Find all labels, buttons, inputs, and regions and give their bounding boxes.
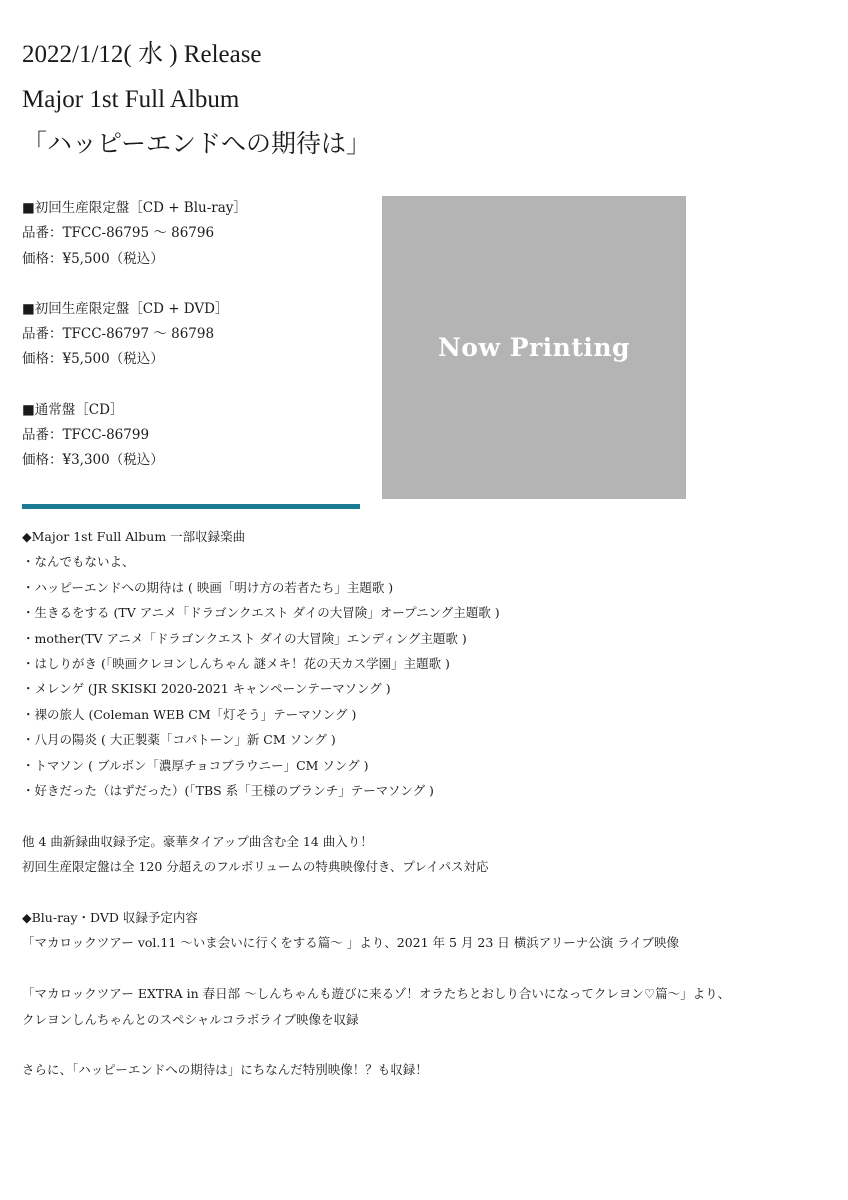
track-item: ・裸の旅人 (Coleman WEB CM「灯そう」テーマソング ) [22, 706, 357, 722]
track-item: ・八月の陽炎 ( 大正製薬「コパトーン」新 CM ソング ) [22, 732, 336, 748]
bonus-item: 「マカロックツアー EXTRA in 春日部 〜しんちゃんも遊びに来るゾ！オラたちとおしり合いになってクレヨン♡篇〜」より、 [22, 986, 731, 1002]
track-item: ・なんでもないよ、 [22, 554, 135, 570]
note-line: 初回生産限定盤は全 120 分超えのフルボリュームの特典映像付き、プレイパス対応 [22, 859, 489, 875]
edition-name: ■通常盤［CD］ [22, 401, 124, 418]
note-line: 他 4 曲新録曲収録予定。豪華タイアップ曲含む全 14 曲入り！ [22, 833, 373, 849]
section-divider [22, 504, 360, 509]
track-item: ・mother(TV アニメ「ドラゴンクエスト ダイの大冒険」エンディング主題歌 ) [22, 630, 467, 646]
track-item: ・はしりがき (「映画クレヨンしんちゃん 謎メキ！花の天カス学園」主題歌 ) [22, 656, 450, 672]
release-date: 2022/1/12( 水 ) Release [22, 41, 262, 68]
album-type: Major 1st Full Album [22, 86, 240, 113]
bonus-item: さらに、「ハッピーエンドへの期待は」にちなんだ特別映像！？も収録！ [22, 1062, 428, 1078]
album-title: 「ハッピーエンドへの期待は」 [22, 131, 372, 158]
edition-price: 価格：¥5,500（税込） [22, 351, 164, 368]
edition-price: 価格：¥3,300（税込） [22, 452, 164, 469]
edition-limited-dvd [22, 297, 362, 373]
track-item: ・メレンゲ (JR SKISKI 2020-2021 キャンペーンテーマソング ) [22, 681, 391, 697]
edition-catalog: 品番：TFCC-86799 [22, 427, 150, 444]
now-printing-label: Now Printing [437, 333, 631, 362]
edition-name: ■初回生産限定盤［CD + Blu-ray］ [22, 200, 247, 216]
edition-limited-bluray [22, 196, 362, 272]
content-body [22, 524, 832, 1083]
edition-catalog: 品番：TFCC-86797 〜 86798 [22, 326, 215, 343]
bonus-item: 「マカロックツアー vol.11 〜いま会いに行くをする篇〜 」より、2021 年 5 月 23 日 横浜アリーナ公演 ライブ映像 [22, 935, 679, 951]
track-item: ・生きるをする (TV アニメ「ドラゴンクエスト ダイの大冒険」オープニング主題歌 ) [22, 605, 500, 621]
edition-catalog: 品番：TFCC-86795 〜 86796 [22, 225, 215, 242]
edition-regular [22, 398, 362, 474]
edition-list [22, 196, 362, 499]
track-item: ・トマソン ( ブルボン「濃厚チョコブラウニー」CM ソング ) [22, 757, 369, 773]
bonus-heading: ◆Blu-ray・DVD 収録予定内容 [22, 910, 198, 926]
edition-name: ■初回生産限定盤［CD + DVD］ [22, 300, 229, 317]
album-cover-placeholder [382, 196, 686, 499]
track-item: ・好きだった（はずだった）(「TBS 系「王様のブランチ」テーマソング ) [22, 783, 434, 799]
edition-price: 価格：¥5,500（税込） [22, 250, 164, 267]
track-item: ・ハッピーエンドへの期待は ( 映画「明け方の若者たち」主題歌 ) [22, 579, 394, 595]
tracklist-heading: ◆Major 1st Full Album 一部収録楽曲 [22, 529, 246, 544]
bonus-item: クレヨンしんちゃんとのスペシャルコラボライブ映像を収録 [22, 1011, 359, 1027]
